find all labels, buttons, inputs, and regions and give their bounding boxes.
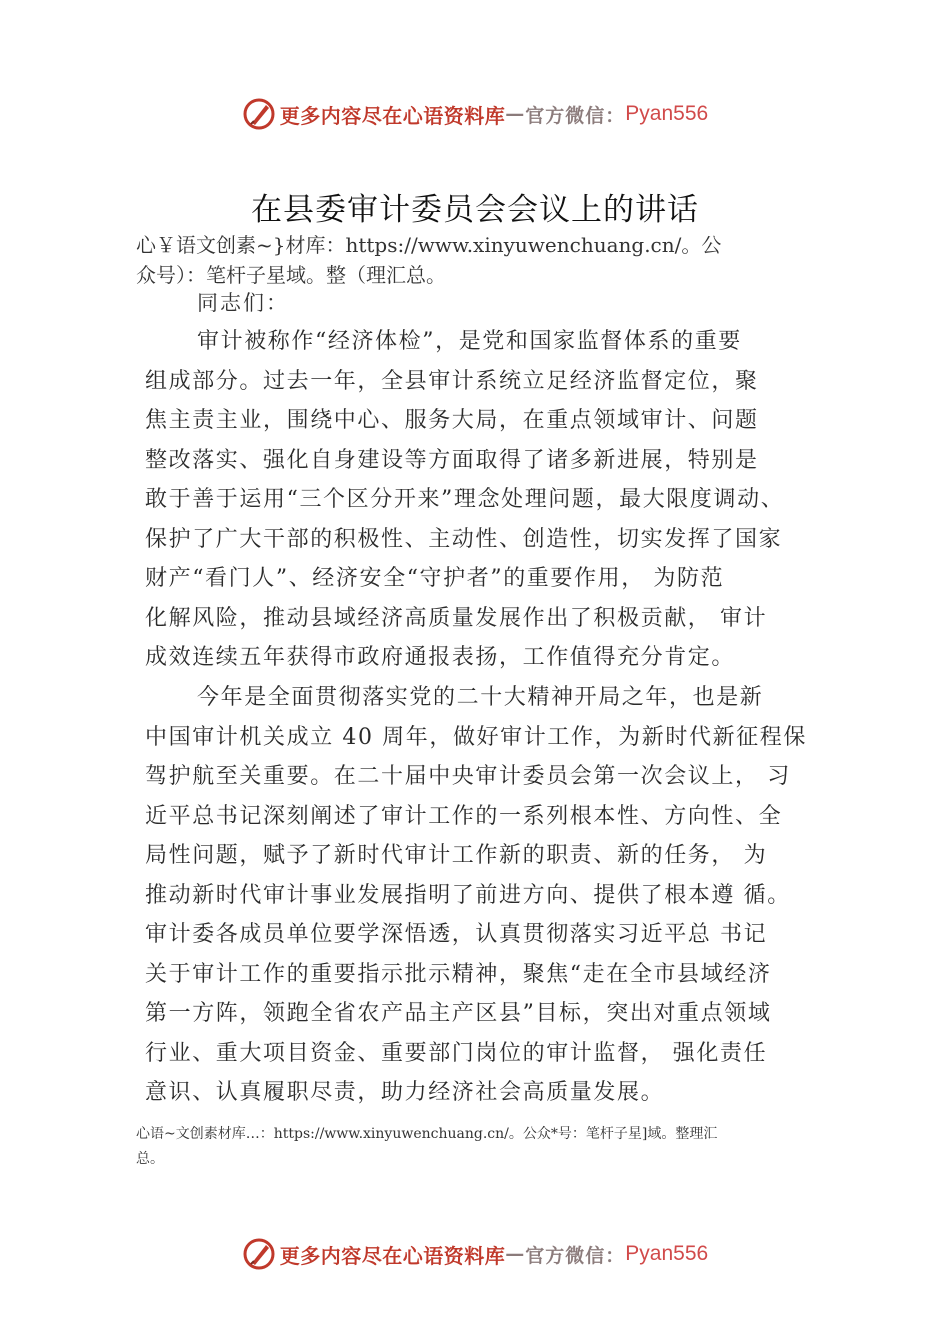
header-banner (0, 92, 950, 136)
footnote-source (136, 1122, 836, 1172)
banner-wechat-id: Pyan556 (625, 1242, 709, 1265)
paragraph-line: 近平总书记深刻阐述了审计工作的一系列根本性、方向性、全 (145, 803, 783, 829)
quill-pen-logo-icon (242, 97, 276, 131)
paragraph-line: 成效连续五年获得市政府通报表扬，工作值得充分肯定。 (145, 645, 736, 670)
paragraph-line: 推动新时代审计事业发展指明了前进方向、提供了根本遵 循。 (145, 882, 791, 908)
paragraph-line: 敢于善于运用“三个区分开来”理念处理问题，最大限度调动、 (145, 487, 785, 512)
paragraph-line: 焦主责主业，围绕中心、服务大局，在重点领域审计、问题 (145, 408, 759, 433)
paragraph-line: 意识、认真履职尽责，助力经济社会高质量发展。 (145, 1080, 665, 1105)
banner-slogan: 更多内容尽在心语资料库 (279, 103, 506, 128)
banner-separator: — (505, 1243, 526, 1265)
source-line: 众号）：笔杆子星域。整（理汇总。 (136, 263, 446, 287)
paragraph-line: 第一方阵，领跑全省农产品主产区县”目标，突出对重点领域 (145, 1001, 772, 1026)
paragraph-line: 化解风险，推动县域经济高质量发展作出了积极贡献， 审计 (145, 605, 768, 631)
source-notice (136, 230, 836, 290)
paragraph-line: 关于审计工作的重要指示批示精神，聚焦“走在全市县域经济 (145, 961, 772, 987)
paragraph-1 (145, 322, 845, 678)
quill-pen-logo-icon (242, 1237, 276, 1271)
document-title: 在县委审计委员会会议上的讲话 (251, 192, 699, 228)
paragraph-line: 财产“看门人”、经济安全“守护者”的重要作用， 为防范 (145, 566, 725, 591)
banner-label: 官方微信： (525, 104, 626, 127)
banner-separator: — (505, 103, 526, 125)
footnote-line: 心语~文创素材库…：https://www.xinyuwenchuang.cn/。公众*号：笔杆子星]域。整理汇 (136, 1126, 718, 1142)
paragraph-line: 组成部分。过去一年，全县审计系统立足经济监督定位，聚 (145, 368, 759, 394)
paragraph-2 (145, 678, 845, 1113)
paragraph-line: 行业、重大项目资金、重要部门岗位的审计监督， 强化责任 (145, 1040, 768, 1066)
paragraph-line: 保护了广大干部的积极性、主动性、创造性，切实发挥了国家 (145, 526, 783, 552)
paragraph-line: 中国审计机关成立 40 周年，做好审计工作，为新时代新征程保 (145, 724, 807, 750)
footnote-line: 总。 (136, 1151, 164, 1167)
source-line: 心￥语文创素~}材库：https://www.xinyuwenchuang.cn/。公 (136, 233, 722, 257)
paragraph-line: 审计委各成员单位要学深悟透，认真贯彻落实习近平总 书记 (145, 922, 768, 947)
paragraph-line: 今年是全面贯彻落实党的二十大精神开局之年，也是新 (197, 685, 764, 710)
paragraph-line: 局性问题，赋予了新时代审计工作新的职责、新的任务， 为 (145, 843, 768, 868)
banner-slogan: 更多内容尽在心语资料库 (279, 1243, 506, 1268)
banner-label: 官方微信： (525, 1244, 626, 1267)
greeting: 同志们： (197, 291, 289, 315)
paragraph-line: 审计被称作“经济体检”，是党和国家监督体系的重要 (197, 329, 742, 354)
footer-banner (0, 1232, 950, 1276)
banner-wechat-id: Pyan556 (625, 102, 709, 125)
paragraph-line: 驾护航至关重要。在二十届中央审计委员会第一次会议上， 习 (145, 764, 791, 789)
paragraph-line: 整改落实、强化自身建设等方面取得了诸多新进展，特别是 (145, 447, 759, 473)
